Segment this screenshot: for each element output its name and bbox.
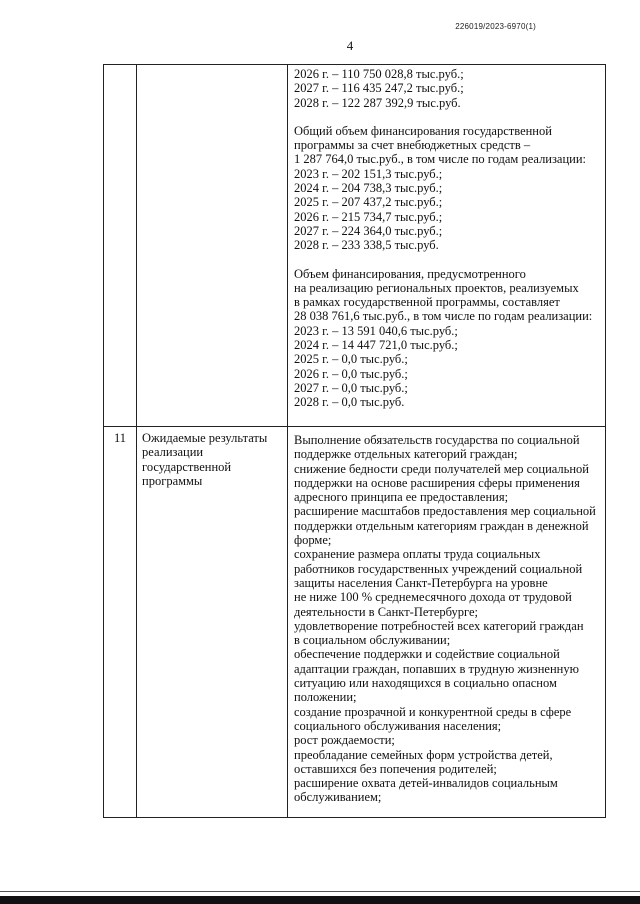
regional-projects-line: в рамках государственной программы, составляет — [294, 295, 560, 310]
result-line: деятельности в Санкт-Петербурге; — [294, 604, 479, 619]
extra-budget-line: программы за счет внебюджетных средств – — [294, 138, 531, 153]
extra-budget-line: 2027 г. – 224 364,0 тыс.руб.; — [294, 223, 443, 238]
expected-results-cell — [294, 433, 606, 805]
result-line: работников государственных учреждений социальной — [294, 561, 583, 576]
result-line: расширение охвата детей-инвалидов социальным — [294, 776, 558, 791]
result-line: обеспечение поддержки и содействие социальной — [294, 647, 560, 662]
regional-projects-line: 2026 г. – 0,0 тыс.руб.; — [294, 366, 408, 381]
result-line: расширение масштабов предоставления мер социальной — [294, 504, 596, 519]
document-id: 226019/2023-6970(1) — [455, 22, 536, 31]
row-number: 11 — [113, 431, 127, 445]
extra-budget-line: 2028 г. – 233 338,5 тыс.руб. — [294, 238, 439, 253]
result-line: рост рождаемости; — [294, 733, 395, 748]
regional-projects-line: 2024 г. – 14 447 721,0 тыс.руб.; — [294, 338, 458, 353]
regional-projects-line: Объем финансирования, предусмотренного — [294, 266, 526, 281]
row-title-line: программы — [142, 473, 203, 488]
financing-line: 2027 г. – 116 435 247,2 тыс.руб.; — [294, 81, 464, 96]
regional-projects-line: на реализацию региональных проектов, реализуемых — [294, 280, 579, 295]
result-line: адаптации граждан, попавших в трудную жизненную — [294, 661, 579, 676]
result-line: ситуацию или находящихся в социально опасном — [294, 676, 557, 691]
regional-projects-line: 2028 г. – 0,0 тыс.руб. — [294, 395, 405, 410]
result-line: обслуживанием; — [294, 790, 382, 805]
result-line: сохранение размера оплаты труда социальных — [294, 547, 541, 562]
result-line: социального обслуживания населения; — [294, 718, 502, 733]
column-divider-name — [287, 65, 288, 817]
regional-projects-line: 2025 г. – 0,0 тыс.руб.; — [294, 352, 408, 367]
scan-edge-bar — [0, 896, 640, 904]
page-number: 4 — [346, 38, 354, 53]
result-line: оставшихся без попечения родителей; — [294, 761, 497, 776]
row-title-line: государственной — [142, 459, 232, 474]
financing-continuation-cell — [294, 67, 606, 410]
regional-projects-line: 2027 г. – 0,0 тыс.руб.; — [294, 380, 408, 395]
result-line: в социальном обслуживании; — [294, 633, 451, 648]
result-line: снижение бедности среди получателей мер социальной — [294, 461, 589, 476]
column-divider-number — [136, 65, 137, 817]
result-line: форме; — [294, 533, 332, 548]
result-line: защиты населения Санкт-Петербурга на уровне — [294, 575, 548, 590]
regional-projects-line: 28 038 761,6 тыс.руб., в том числе по годам реализации: — [294, 309, 593, 324]
extra-budget-line: 1 287 764,0 тыс.руб., в том числе по годам реализации: — [294, 152, 587, 167]
result-line: создание прозрачной и конкурентной среды в сфере — [294, 704, 572, 719]
result-line: поддержки отдельным категориям граждан в денежной — [294, 518, 589, 533]
row-title-line: реализации — [142, 445, 204, 460]
extra-budget-line: 2025 г. – 207 437,2 тыс.руб.; — [294, 195, 443, 210]
result-line: поддержке отдельных категорий граждан; — [294, 447, 518, 462]
extra-budget-line: 2026 г. – 215 734,7 тыс.руб.; — [294, 209, 443, 224]
row-divider — [104, 426, 605, 427]
row-title-cell — [142, 431, 284, 488]
result-line: не ниже 100 % среднемесячного дохода от трудовой — [294, 590, 572, 605]
result-line: удовлетворение потребностей всех категорий граждан — [294, 618, 584, 633]
extra-budget-line: 2024 г. – 204 738,3 тыс.руб.; — [294, 181, 443, 196]
regional-projects-line: 2023 г. – 13 591 040,6 тыс.руб.; — [294, 323, 458, 338]
result-line: положении; — [294, 690, 357, 705]
financing-line: 2028 г. – 122 287 392,9 тыс.руб. — [294, 95, 461, 110]
result-line: преобладание семейных форм устройства детей, — [294, 747, 553, 762]
extra-budget-line: Общий объем финансирования государственной — [294, 123, 552, 138]
result-line: Выполнение обязательств государства по социальной — [294, 433, 580, 447]
program-passport-table — [103, 64, 606, 818]
result-line: адресного принципа ее предоставления; — [294, 490, 509, 505]
financing-line: 2026 г. – 110 750 028,8 тыс.руб.; — [294, 67, 464, 81]
result-line: поддержки на основе расширения сферы применения — [294, 475, 580, 490]
scan-edge-line — [0, 891, 640, 892]
row-title-line: Ожидаемые результаты — [142, 431, 268, 445]
extra-budget-line: 2023 г. – 202 151,3 тыс.руб.; — [294, 166, 443, 181]
